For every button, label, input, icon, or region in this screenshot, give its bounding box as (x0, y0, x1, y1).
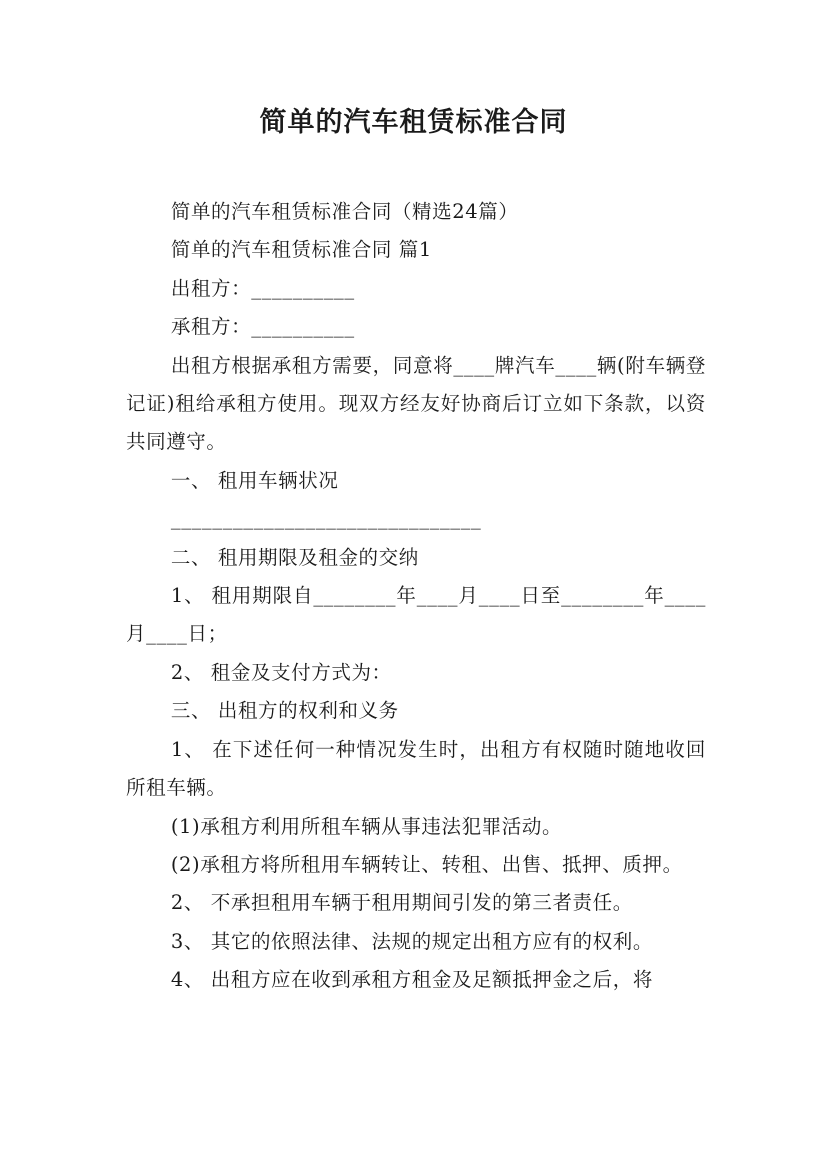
document-body (126, 193, 706, 1000)
paragraph-intro: 出租方根据承租方需要，同意将____牌汽车____辆(附车辆登记证)租给承租方使用。现双方经友好协商后订立如下条款，以资共同遵守。 (126, 353, 706, 454)
paragraph-section-heading: 简单的汽车租赁标准合同 篇1 (170, 238, 432, 262)
paragraph-clause-2-1: 1、 租用期限自________年____月____日至________年____月____日； (126, 584, 706, 646)
paragraph-subtitle: 简单的汽车租赁标准合同（精选24篇） (170, 200, 519, 223)
paragraph-clause-1: 一、 租用车辆状况 (170, 468, 339, 492)
document-title: 简单的汽车租赁标准合同 (259, 107, 568, 138)
paragraph-clause-3: 三、 出租方的权利和义务 (170, 699, 399, 723)
paragraph-clause-3-3: 3、 其它的依照法律、法规的规定出租方应有的权利。 (170, 929, 653, 953)
paragraph-lessee: 承租方：__________ (170, 315, 355, 339)
paragraph-clause-3-2: 2、 不承担租用车辆于租用期间引发的第三者责任。 (170, 891, 633, 915)
paragraph-clause-2-2: 2、 租金及支付方式为： (170, 660, 392, 684)
paragraph-clause-2: 二、 租用期限及租金的交纳 (170, 545, 419, 569)
paragraph-clause-3-1-a: (1)承租方利用所租车辆从事违法犯罪活动。 (170, 814, 563, 838)
paragraph-clause-3-1: 1、 在下述任何一种情况发生时，出租方有权随时随地收回所租车辆。 (126, 737, 706, 800)
paragraph-clause-3-4: 4、 出租方应在收到承租方租金及足额抵押金之后，将 (170, 968, 653, 992)
paragraph-lessor: 出租方：__________ (170, 276, 355, 300)
paragraph-blank-line: ______________________________ (170, 507, 482, 531)
paragraph-clause-3-1-b: (2)承租方将所租用车辆转让、转租、出售、抵押、质押。 (170, 852, 683, 876)
